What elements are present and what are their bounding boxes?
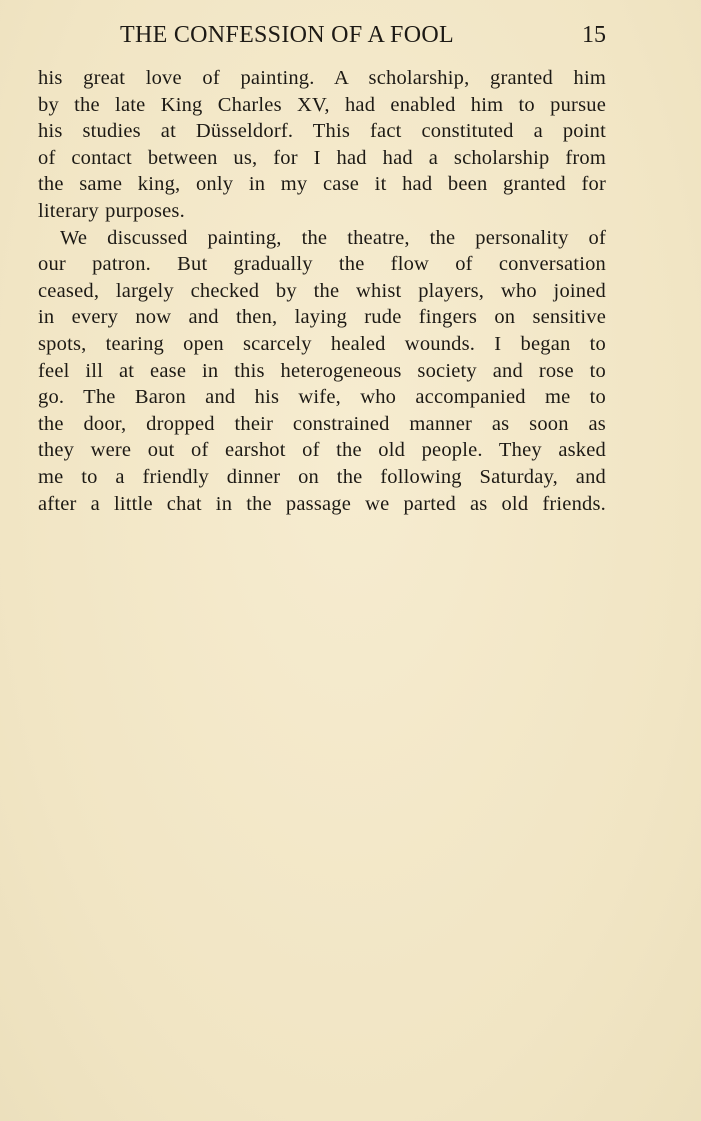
text-line: they were out of earshot of the old people. They asked [38, 439, 606, 462]
text-line: spots, tearing open scarcely healed wounds. I began to [38, 332, 606, 355]
text-line: by the late King Charles XV, had enabled him to pursue [38, 93, 606, 116]
text-line: his great love of painting. A scholarship, granted him [38, 67, 606, 89]
body-text [38, 65, 606, 517]
text-line: after a little chat in the passage we parted as old friends. [38, 492, 606, 515]
text-line: of contact between us, for I had had a scholarship from [38, 146, 606, 169]
text-line: We discussed painting, the theatre, the personality of [60, 226, 606, 249]
text-line: go. The Baron and his wife, who accompanied me to [38, 386, 606, 409]
text-line: feel ill at ease in this heterogeneous society and rose to [38, 359, 606, 382]
text-line: his studies at Düsseldorf. This fact constituted a point [38, 120, 606, 143]
text-line: ceased, largely checked by the whist players, who joined [38, 279, 606, 302]
paragraph [38, 225, 606, 518]
text-line: literary purposes. [38, 199, 185, 222]
text-line: in every now and then, laying rude fingers on sensitive [38, 306, 606, 329]
text-line: the same king, only in my case it had been granted for [38, 173, 606, 196]
page-number: 15 [582, 22, 606, 48]
page-header [38, 18, 606, 52]
text-line: me to a friendly dinner on the following Saturday, and [38, 465, 606, 488]
paragraph [38, 65, 606, 225]
text-line: our patron. But gradually the flow of conversation [38, 253, 606, 276]
text-line: the door, dropped their constrained manner as soon as [38, 412, 606, 435]
running-head: THE CONFESSION OF A FOOL [120, 22, 454, 48]
